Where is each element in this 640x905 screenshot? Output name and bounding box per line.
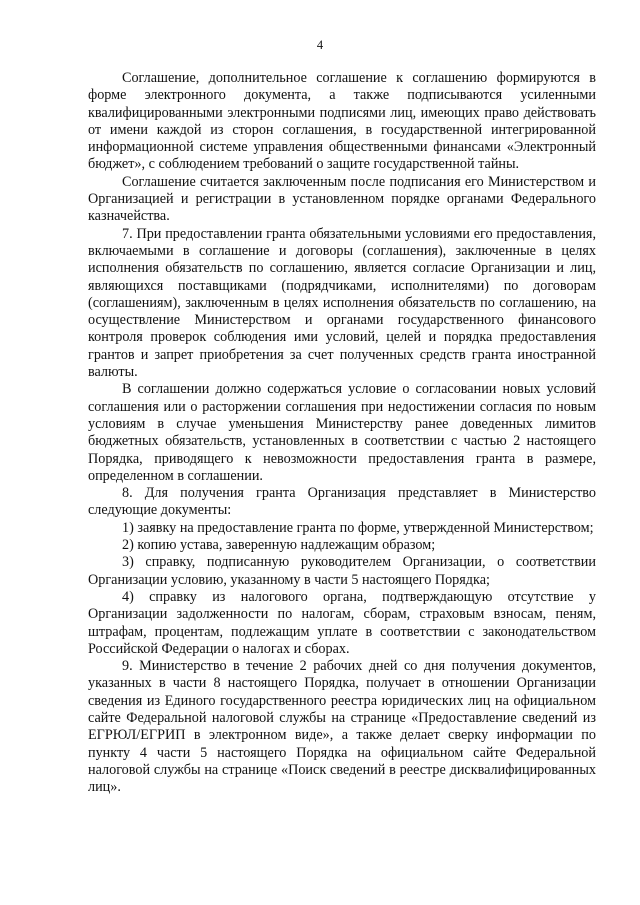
paragraph-agreement-concluded: Соглашение считается заключенным после подписания его Министерством и Организацией и регистрации в установленном порядке органами Федерального казначейства.	[88, 173, 596, 225]
list-item-tax-certificate: 4) справку из налогового органа, подтверждающую отсутствие у Организации задолженности по налогам, сборам, страховым взносам, пеням, штрафам, процентам, подлежащим уплате в соответствии с законодательством Российской Федерации о налогах и сборах.	[88, 588, 596, 657]
document-body	[88, 70, 596, 796]
paragraph-section-9: 9. Министерство в течение 2 рабочих дней со дня получения документов, указанных в части 8 настоящего Порядка, получает в отношении Организации сведения из Единого государственного реестра юридических лиц на официальном сайте Федеральной налоговой службы на странице «Предоставление сведений из ЕГРЮЛ/ЕГРИП в электронном виде», а также делает сверку информации по пункту 4 части 5 настоящего Порядка на официальном сайте Федеральной налоговой службы на странице «Поиск сведений в реестре дисквалифицированных лиц».	[88, 658, 596, 796]
list-item-application: 1) заявку на предоставление гранта по форме, утвержденной Министерством;	[122, 519, 594, 536]
page-number: 4	[316, 38, 324, 52]
list-item-charter-copy: 2) копию устава, заверенную надлежащим образом;	[122, 537, 436, 554]
paragraph-section-8: 8. Для получения гранта Организация представляет в Министерство следующие документы:	[88, 485, 596, 519]
paragraph-section-7: 7. При предоставлении гранта обязательными условиями его предоставления, включаемыми в соглашение и договоры (соглашения), заключенные в целях исполнения обязательств по соглашению, является согласие Организации и лиц, являющихся поставщиками (подрядчиками, исполнителями) по договорам (соглашениям), заключенным в целях исполнения обязательств по соглашению, на осуществление Министерством и органами государственного финансового контроля проверок соблюдения ими условий, целей и порядка предоставления грантов и запрет приобретения за счет полученных средств гранта иностранной валюты.	[88, 225, 596, 381]
paragraph-agreement-electronic-form: Соглашение, дополнительное соглашение к соглашению формируются в форме электронного документа, а также подписываются усиленными квалифицированными электронными подписями лиц, имеющих право действовать от имени каждой из сторон соглашения, в государственной интегрированной информационной системе управления общественными финансами «Электронный бюджет», с соблюдением требований о защите государственной тайны.	[88, 70, 596, 173]
list-item-compliance-certificate: 3) справку, подписанную руководителем Организации, о соответствии Организации условию, указанному в части 5 настоящего Порядка;	[88, 554, 596, 588]
paragraph-new-conditions: В соглашении должно содержаться условие о согласовании новых условий соглашения или о расторжении соглашения при недостижении согласия по новым условиям в случае уменьшения Министерству ранее доведенных лимитов бюджетных обязательств, установленных в соответствии с частью 2 настоящего Порядка, приводящего к невозможности предоставления гранта в размере, определенном в соглашении.	[88, 381, 596, 484]
